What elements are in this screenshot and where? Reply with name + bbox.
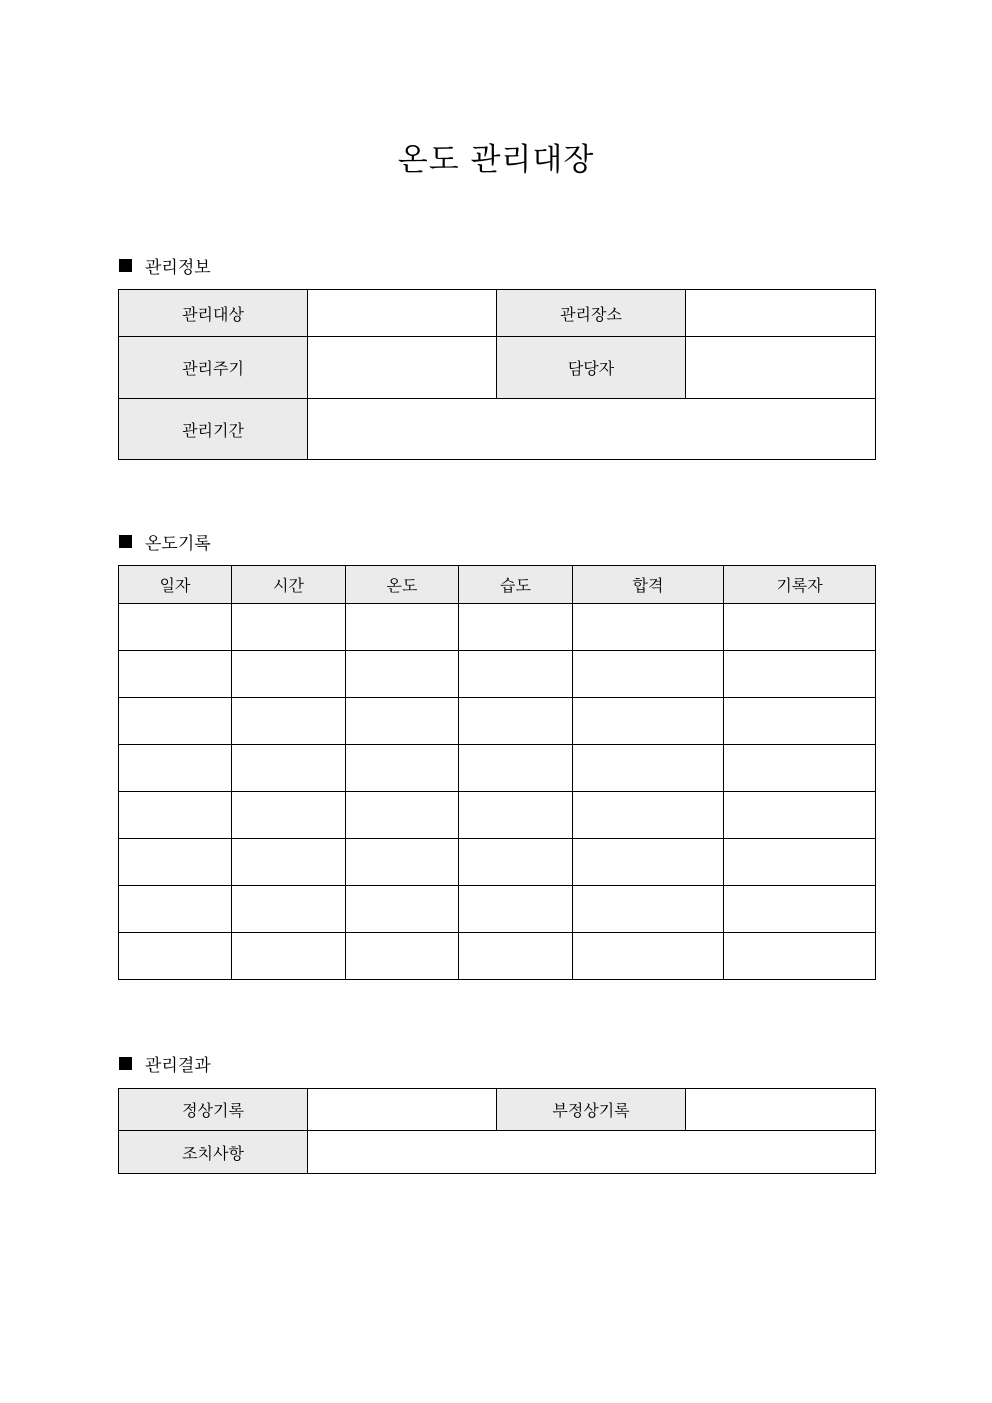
management-info-table bbox=[118, 289, 876, 460]
manager-label: 담당자 bbox=[497, 337, 686, 399]
temperature-cell[interactable] bbox=[346, 839, 459, 886]
table-header-row bbox=[119, 566, 876, 604]
recorder-cell[interactable] bbox=[724, 604, 876, 651]
pass-cell[interactable] bbox=[573, 886, 724, 933]
pass-cell[interactable] bbox=[573, 604, 724, 651]
pass-cell[interactable] bbox=[573, 745, 724, 792]
humidity-cell[interactable] bbox=[459, 651, 573, 698]
temperature-cell[interactable] bbox=[346, 792, 459, 839]
time-cell[interactable] bbox=[232, 933, 346, 980]
humidity-cell[interactable] bbox=[459, 745, 573, 792]
temperature-cell[interactable] bbox=[346, 698, 459, 745]
pass-cell[interactable] bbox=[573, 651, 724, 698]
date-cell[interactable] bbox=[119, 933, 232, 980]
pass-cell[interactable] bbox=[573, 792, 724, 839]
section-heading-management-result bbox=[119, 1051, 211, 1075]
recorder-cell[interactable] bbox=[724, 698, 876, 745]
location-label: 관리장소 bbox=[497, 290, 686, 337]
time-cell[interactable] bbox=[232, 839, 346, 886]
document-title: 온도 관리대장 bbox=[397, 142, 595, 178]
date-cell[interactable] bbox=[119, 698, 232, 745]
table-row bbox=[119, 604, 876, 651]
table-row bbox=[119, 886, 876, 933]
square-bullet-icon bbox=[119, 535, 132, 548]
table-row bbox=[119, 698, 876, 745]
section-heading-label: 관리결과 bbox=[145, 1055, 211, 1076]
pass-cell[interactable] bbox=[573, 933, 724, 980]
temperature-cell[interactable] bbox=[346, 886, 459, 933]
square-bullet-icon bbox=[119, 259, 132, 272]
recorder-cell[interactable] bbox=[724, 745, 876, 792]
date-cell[interactable] bbox=[119, 792, 232, 839]
date-cell[interactable] bbox=[119, 604, 232, 651]
action-field[interactable] bbox=[308, 1131, 876, 1174]
management-result-table bbox=[118, 1088, 876, 1174]
recorder-cell[interactable] bbox=[724, 839, 876, 886]
table-row bbox=[119, 839, 876, 886]
period-label: 관리기간 bbox=[119, 399, 308, 460]
section-heading-temperature-records bbox=[119, 529, 211, 553]
temperature-cell[interactable] bbox=[346, 604, 459, 651]
temperature-record-table bbox=[118, 565, 876, 980]
target-label: 관리대상 bbox=[119, 290, 308, 337]
recorder-cell[interactable] bbox=[724, 792, 876, 839]
date-cell[interactable] bbox=[119, 886, 232, 933]
location-field[interactable] bbox=[686, 290, 876, 337]
time-cell[interactable] bbox=[232, 651, 346, 698]
humidity-cell[interactable] bbox=[459, 792, 573, 839]
column-header-recorder: 기록자 bbox=[724, 566, 876, 604]
temperature-cell[interactable] bbox=[346, 933, 459, 980]
section-heading-label: 관리정보 bbox=[145, 257, 211, 278]
temperature-cell[interactable] bbox=[346, 651, 459, 698]
date-cell[interactable] bbox=[119, 651, 232, 698]
column-header-pass: 합격 bbox=[573, 566, 724, 604]
humidity-cell[interactable] bbox=[459, 604, 573, 651]
column-header-temperature: 온도 bbox=[346, 566, 459, 604]
column-header-humidity: 습도 bbox=[459, 566, 573, 604]
abnormal-record-field[interactable] bbox=[686, 1089, 876, 1131]
time-cell[interactable] bbox=[232, 792, 346, 839]
manager-field[interactable] bbox=[686, 337, 876, 399]
square-bullet-icon bbox=[119, 1057, 132, 1070]
humidity-cell[interactable] bbox=[459, 839, 573, 886]
column-header-date: 일자 bbox=[119, 566, 232, 604]
column-header-time: 시간 bbox=[232, 566, 346, 604]
date-cell[interactable] bbox=[119, 839, 232, 886]
table-row bbox=[119, 933, 876, 980]
normal-record-field[interactable] bbox=[308, 1089, 497, 1131]
recorder-cell[interactable] bbox=[724, 933, 876, 980]
humidity-cell[interactable] bbox=[459, 933, 573, 980]
temperature-cell[interactable] bbox=[346, 745, 459, 792]
date-cell[interactable] bbox=[119, 745, 232, 792]
humidity-cell[interactable] bbox=[459, 698, 573, 745]
table-row bbox=[119, 651, 876, 698]
section-heading-label: 온도기록 bbox=[145, 533, 211, 554]
target-field[interactable] bbox=[308, 290, 497, 337]
cycle-field[interactable] bbox=[308, 337, 497, 399]
pass-cell[interactable] bbox=[573, 698, 724, 745]
section-heading-management-info bbox=[119, 253, 211, 277]
abnormal-record-label: 부정상기록 bbox=[497, 1089, 686, 1131]
time-cell[interactable] bbox=[232, 604, 346, 651]
recorder-cell[interactable] bbox=[724, 886, 876, 933]
period-field[interactable] bbox=[308, 399, 876, 460]
pass-cell[interactable] bbox=[573, 839, 724, 886]
time-cell[interactable] bbox=[232, 745, 346, 792]
normal-record-label: 정상기록 bbox=[119, 1089, 308, 1131]
cycle-label: 관리주기 bbox=[119, 337, 308, 399]
table-row bbox=[119, 792, 876, 839]
table-row bbox=[119, 745, 876, 792]
time-cell[interactable] bbox=[232, 698, 346, 745]
humidity-cell[interactable] bbox=[459, 886, 573, 933]
recorder-cell[interactable] bbox=[724, 651, 876, 698]
time-cell[interactable] bbox=[232, 886, 346, 933]
action-label: 조치사항 bbox=[119, 1131, 308, 1174]
